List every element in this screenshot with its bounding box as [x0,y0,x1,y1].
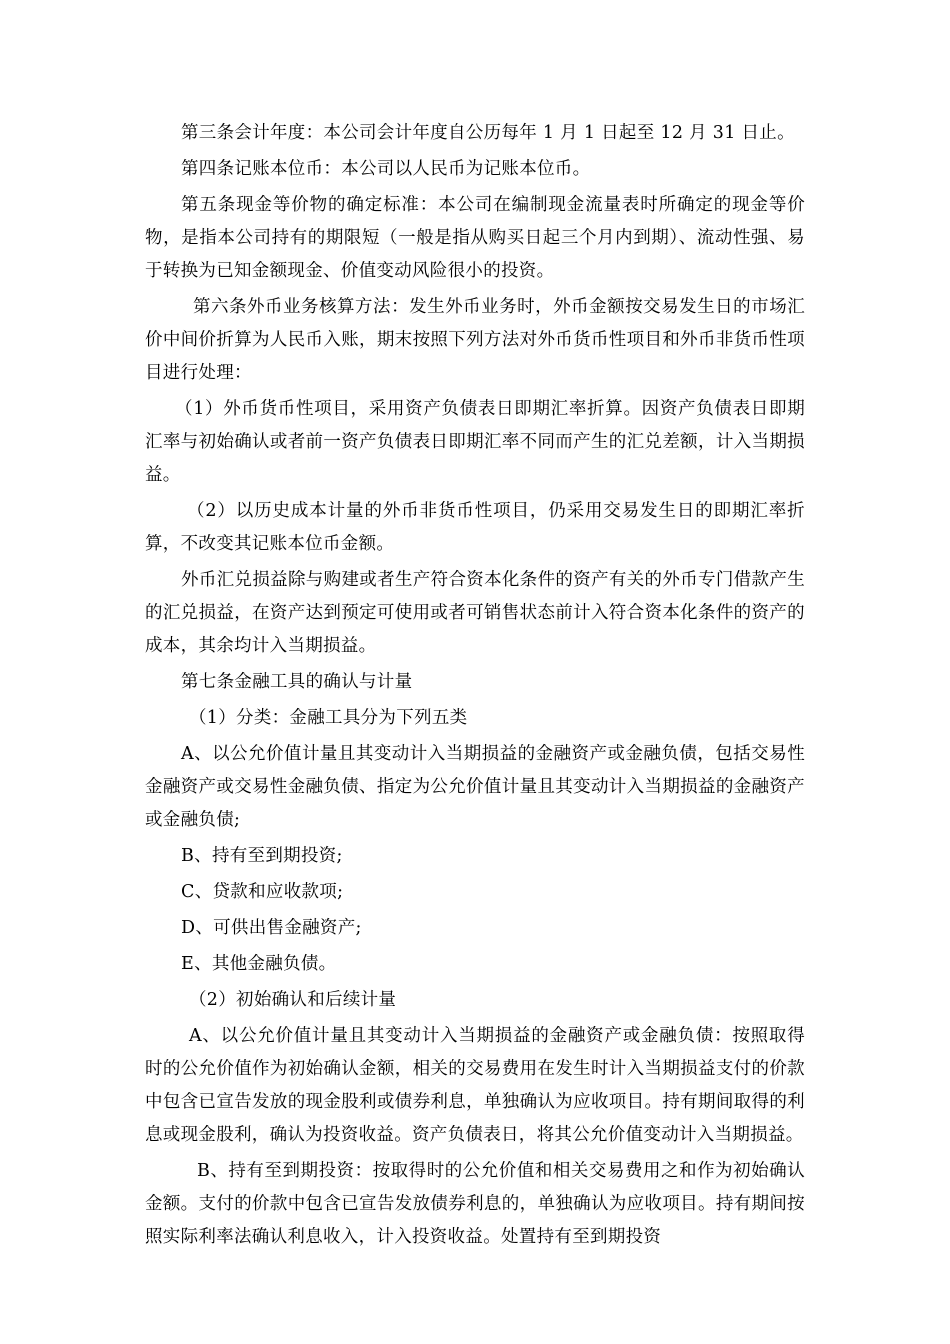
clause-non-monetary-items: （2）以历史成本计量的外币非货币性项目，仍采用交易发生日的即期汇率折算，不改变其记账本位币金额。 [145,501,805,554]
article-7-financial-instruments: 第七条金融工具的确认与计量 [181,672,413,692]
category-d: D、可供出售金融资产; [181,918,362,938]
article-3-fiscal-year: 第三条会计年度：本公司会计年度自公历每年 1 月 1 日起至 12 月 31 日止。 [181,123,795,143]
article-4-currency: 第四条记账本位币：本公司以人民币为记账本位币。 [181,159,591,179]
clause-monetary-items: （1）外币货币性项目，采用资产负债表日即期汇率折算。因资产负债表日即期汇率与初始确认或者前一资产负债表日即期汇率不同而产生的汇兑差额，计入当期损益。 [145,399,805,485]
category-a: A、以公允价值计量且其变动计入当期损益的金融资产或金融负债，包括交易性金融资产或交易性金融负债、指定为公允价值计量且其变动计入当期损益的金融资产或金融负债; [145,744,805,830]
article-5-cash-equivalents: 第五条现金等价物的确定标准：本公司在编制现金流量表时所确定的现金等价物，是指本公司持有的期限短（一般是指从购买日起三个月内到期）、流动性强、易于转换为已知金额现金、价值变动风险很小的投资。 [145,195,805,281]
measurement-a: A、以公允价值计量且其变动计入当期损益的金融资产或金融负债：按照取得时的公允价值作为初始确认金额，相关的交易费用在发生时计入当期损益支付的价款中包含已宣告发放的现金股利或债券利息，单独确认为应收项目。持有期间取得的利息或现金股利，确认为投资收益。资产负债表日，将其公允价值变动计入当期损益。 [145,1026,805,1145]
category-e: E、其他金融负债。 [181,954,337,974]
measurement-b: B、持有至到期投资：按取得时的公允价值和相关交易费用之和作为初始确认金额。支付的价款中包含已宣告发放债券利息的，单独确认为应收项目。持有期间按照实际利率法确认利息收入，计入投资收益。处置持有至到期投资 [145,1161,805,1247]
clause-classification: （1）分类：金融工具分为下列五类 [189,708,468,728]
article-6-foreign-currency: 第六条外币业务核算方法：发生外币业务时，外币金额按交易发生日的市场汇价中间价折算为人民币入账，期末按照下列方法对外币货币性项目和外币非货币性项目进行处理： [145,297,805,383]
document-body [145,117,805,1257]
category-c: C、贷款和应收款项; [181,882,344,902]
exchange-gains-losses: 外币汇兑损益除与购建或者生产符合资本化条件的资产有关的外币专门借款产生的汇兑损益，在资产达到预定可使用或者可销售状态前计入符合资本化条件的资产的成本，其余均计入当期损益。 [145,570,805,656]
category-b: B、持有至到期投资; [181,846,343,866]
clause-measurement: （2）初始确认和后续计量 [189,990,397,1010]
